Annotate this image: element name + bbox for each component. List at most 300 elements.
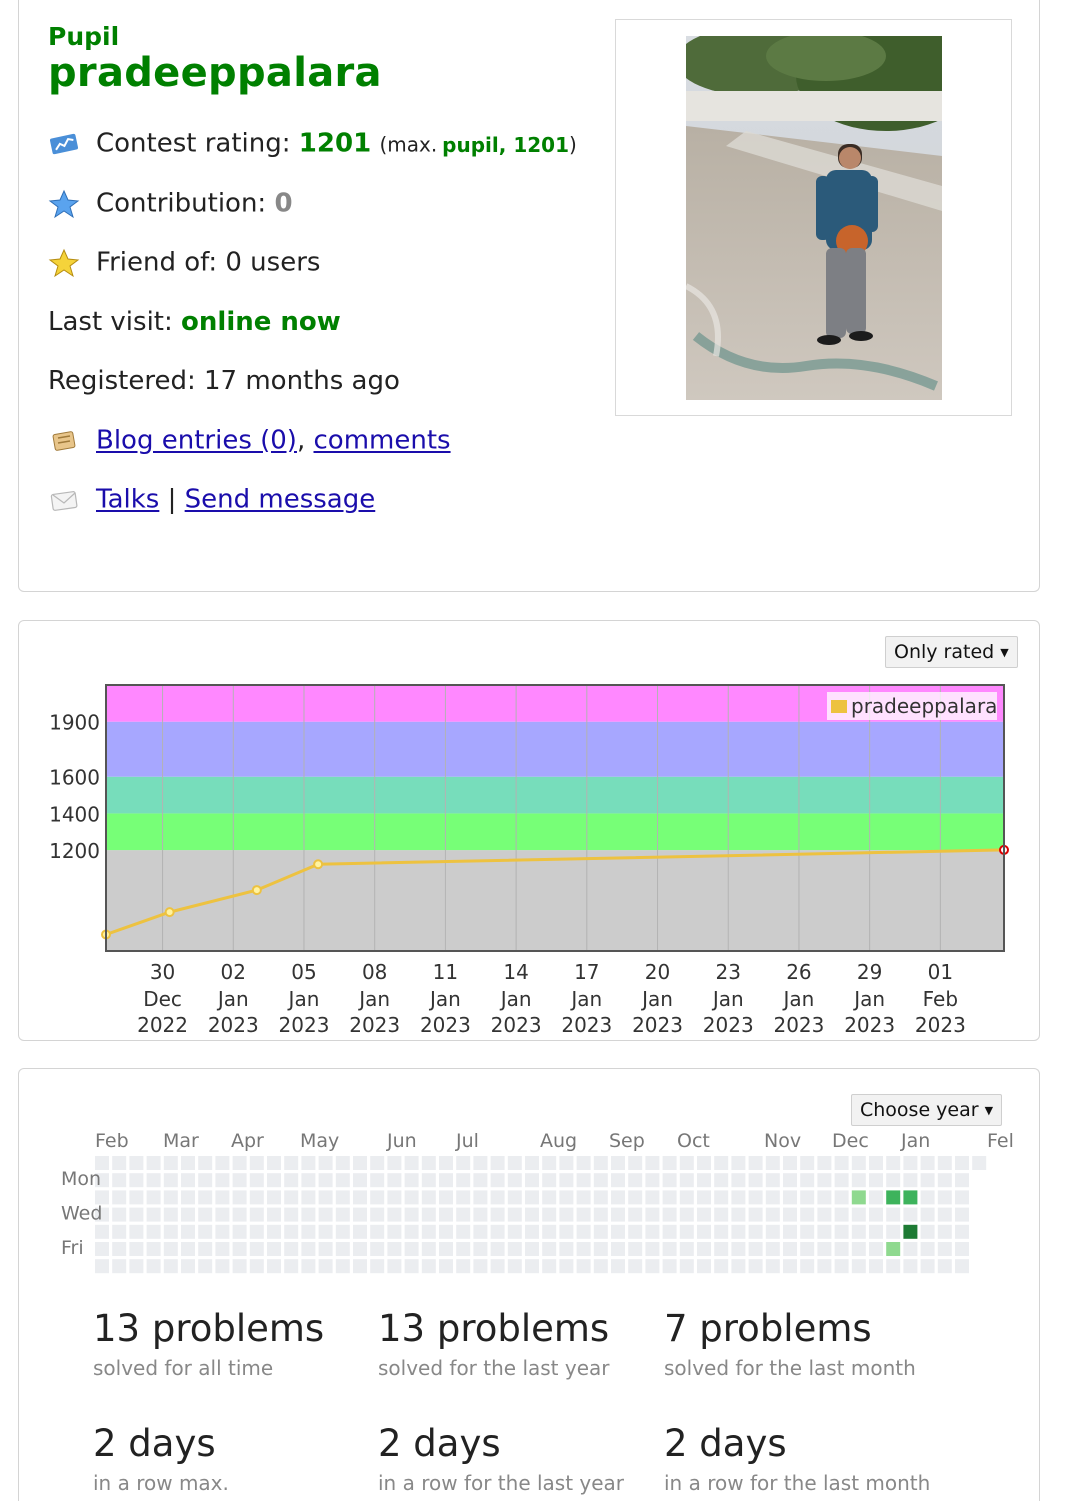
- activity-cell[interactable]: [267, 1190, 281, 1204]
- activity-cell[interactable]: [353, 1156, 367, 1170]
- activity-cell[interactable]: [525, 1190, 539, 1204]
- activity-cell[interactable]: [955, 1259, 969, 1273]
- activity-cell[interactable]: [697, 1156, 711, 1170]
- activity-cell[interactable]: [938, 1173, 952, 1187]
- activity-cell[interactable]: [731, 1259, 745, 1273]
- activity-cell[interactable]: [611, 1173, 625, 1187]
- activity-cell[interactable]: [611, 1242, 625, 1256]
- activity-cell[interactable]: [766, 1259, 780, 1273]
- activity-cell[interactable]: [903, 1156, 917, 1170]
- activity-cell[interactable]: [491, 1156, 505, 1170]
- activity-cell[interactable]: [284, 1225, 298, 1239]
- activity-cell[interactable]: [663, 1208, 677, 1222]
- activity-cell[interactable]: [456, 1259, 470, 1273]
- activity-cell[interactable]: [250, 1259, 264, 1273]
- activity-cell[interactable]: [284, 1259, 298, 1273]
- activity-cell[interactable]: [129, 1242, 143, 1256]
- activity-cell[interactable]: [817, 1259, 831, 1273]
- activity-cell[interactable]: [233, 1156, 247, 1170]
- activity-cell[interactable]: [284, 1190, 298, 1204]
- activity-cell[interactable]: [164, 1173, 178, 1187]
- activity-cell[interactable]: [301, 1190, 315, 1204]
- activity-cell[interactable]: [835, 1156, 849, 1170]
- activity-cell[interactable]: [938, 1156, 952, 1170]
- activity-cell[interactable]: [663, 1173, 677, 1187]
- activity-cell[interactable]: [835, 1225, 849, 1239]
- activity-cell[interactable]: [714, 1259, 728, 1273]
- activity-cell[interactable]: [817, 1225, 831, 1239]
- activity-cell[interactable]: [301, 1156, 315, 1170]
- activity-cell[interactable]: [147, 1225, 161, 1239]
- activity-cell[interactable]: [387, 1156, 401, 1170]
- activity-cell[interactable]: [319, 1190, 333, 1204]
- activity-cell[interactable]: [628, 1173, 642, 1187]
- activity-cell[interactable]: [800, 1242, 814, 1256]
- activity-cell[interactable]: [663, 1242, 677, 1256]
- activity-cell[interactable]: [439, 1225, 453, 1239]
- activity-cell[interactable]: [714, 1208, 728, 1222]
- activity-cell[interactable]: [129, 1208, 143, 1222]
- activity-cell[interactable]: [508, 1225, 522, 1239]
- activity-cell[interactable]: [542, 1208, 556, 1222]
- activity-cell[interactable]: [921, 1190, 935, 1204]
- activity-cell[interactable]: [508, 1259, 522, 1273]
- activity-cell[interactable]: [852, 1208, 866, 1222]
- activity-cell[interactable]: [955, 1173, 969, 1187]
- activity-cell[interactable]: [267, 1173, 281, 1187]
- activity-cell[interactable]: [783, 1225, 797, 1239]
- activity-cell[interactable]: [147, 1242, 161, 1256]
- activity-cell[interactable]: [387, 1190, 401, 1204]
- activity-cell[interactable]: [731, 1173, 745, 1187]
- activity-cell[interactable]: [663, 1259, 677, 1273]
- activity-cell[interactable]: [473, 1242, 487, 1256]
- activity-cell[interactable]: [336, 1242, 350, 1256]
- activity-cell[interactable]: [215, 1173, 229, 1187]
- activity-cell[interactable]: [680, 1208, 694, 1222]
- activity-cell[interactable]: [215, 1242, 229, 1256]
- activity-cell[interactable]: [456, 1208, 470, 1222]
- activity-cell[interactable]: [233, 1242, 247, 1256]
- activity-cell[interactable]: [473, 1208, 487, 1222]
- activity-cell[interactable]: [663, 1225, 677, 1239]
- activity-cell[interactable]: [473, 1156, 487, 1170]
- activity-cell[interactable]: [783, 1173, 797, 1187]
- activity-cell[interactable]: [835, 1259, 849, 1273]
- activity-cell[interactable]: [525, 1242, 539, 1256]
- activity-cell[interactable]: [628, 1190, 642, 1204]
- activity-cell[interactable]: [903, 1242, 917, 1256]
- activity-cell[interactable]: [680, 1259, 694, 1273]
- activity-cell[interactable]: [559, 1208, 573, 1222]
- activity-cell[interactable]: [181, 1242, 195, 1256]
- activity-cell[interactable]: [577, 1225, 591, 1239]
- activity-cell[interactable]: [422, 1208, 436, 1222]
- activity-cell[interactable]: [525, 1208, 539, 1222]
- activity-cell[interactable]: [800, 1190, 814, 1204]
- activity-cell[interactable]: [181, 1190, 195, 1204]
- activity-cell[interactable]: [439, 1208, 453, 1222]
- activity-cell[interactable]: [456, 1242, 470, 1256]
- activity-cell[interactable]: [112, 1225, 126, 1239]
- activity-cell[interactable]: [697, 1259, 711, 1273]
- activity-cell[interactable]: [680, 1190, 694, 1204]
- activity-cell[interactable]: [215, 1190, 229, 1204]
- activity-cell-active[interactable]: [886, 1242, 900, 1256]
- activity-cell[interactable]: [697, 1242, 711, 1256]
- activity-cell[interactable]: [456, 1156, 470, 1170]
- activity-cell[interactable]: [611, 1208, 625, 1222]
- activity-cell[interactable]: [370, 1208, 384, 1222]
- activity-cell[interactable]: [749, 1190, 763, 1204]
- activity-cell[interactable]: [886, 1156, 900, 1170]
- activity-cell[interactable]: [112, 1156, 126, 1170]
- activity-cell[interactable]: [766, 1156, 780, 1170]
- activity-cell[interactable]: [319, 1225, 333, 1239]
- activity-cell[interactable]: [147, 1259, 161, 1273]
- activity-cell[interactable]: [783, 1259, 797, 1273]
- activity-cell[interactable]: [594, 1173, 608, 1187]
- activity-cell[interactable]: [491, 1225, 505, 1239]
- activity-cell[interactable]: [508, 1173, 522, 1187]
- activity-cell[interactable]: [611, 1225, 625, 1239]
- activity-cell[interactable]: [267, 1156, 281, 1170]
- activity-cell[interactable]: [542, 1242, 556, 1256]
- activity-cell[interactable]: [955, 1225, 969, 1239]
- activity-cell[interactable]: [233, 1173, 247, 1187]
- activity-cell[interactable]: [387, 1208, 401, 1222]
- activity-cell[interactable]: [645, 1190, 659, 1204]
- activity-cell[interactable]: [645, 1173, 659, 1187]
- activity-cell[interactable]: [353, 1225, 367, 1239]
- activity-cell[interactable]: [611, 1259, 625, 1273]
- activity-cell[interactable]: [353, 1190, 367, 1204]
- activity-cell[interactable]: [95, 1225, 109, 1239]
- activity-cell[interactable]: [181, 1208, 195, 1222]
- activity-cell[interactable]: [972, 1156, 986, 1170]
- activity-cell[interactable]: [284, 1173, 298, 1187]
- activity-cell[interactable]: [405, 1225, 419, 1239]
- activity-cell[interactable]: [336, 1173, 350, 1187]
- activity-cell[interactable]: [577, 1190, 591, 1204]
- activity-cell[interactable]: [250, 1242, 264, 1256]
- activity-cell[interactable]: [869, 1259, 883, 1273]
- activity-cell[interactable]: [250, 1225, 264, 1239]
- activity-cell[interactable]: [301, 1242, 315, 1256]
- activity-cell[interactable]: [525, 1259, 539, 1273]
- activity-cell[interactable]: [577, 1173, 591, 1187]
- activity-cell[interactable]: [783, 1156, 797, 1170]
- activity-cell[interactable]: [714, 1173, 728, 1187]
- activity-cell[interactable]: [422, 1173, 436, 1187]
- activity-cell[interactable]: [869, 1208, 883, 1222]
- activity-cell[interactable]: [473, 1190, 487, 1204]
- activity-cell[interactable]: [267, 1242, 281, 1256]
- activity-cell[interactable]: [181, 1173, 195, 1187]
- activity-cell[interactable]: [370, 1173, 384, 1187]
- activity-cell[interactable]: [559, 1190, 573, 1204]
- activity-cell[interactable]: [319, 1259, 333, 1273]
- activity-cell[interactable]: [129, 1156, 143, 1170]
- activity-cell[interactable]: [869, 1242, 883, 1256]
- activity-cell[interactable]: [129, 1173, 143, 1187]
- activity-cell[interactable]: [112, 1208, 126, 1222]
- send-message-link[interactable]: Send message: [184, 484, 376, 515]
- activity-cell[interactable]: [370, 1190, 384, 1204]
- activity-cell[interactable]: [508, 1242, 522, 1256]
- activity-cell[interactable]: [233, 1208, 247, 1222]
- activity-cell[interactable]: [491, 1208, 505, 1222]
- activity-cell[interactable]: [645, 1156, 659, 1170]
- activity-cell[interactable]: [319, 1156, 333, 1170]
- activity-cell[interactable]: [112, 1259, 126, 1273]
- activity-cell[interactable]: [336, 1225, 350, 1239]
- activity-cell[interactable]: [353, 1242, 367, 1256]
- activity-cell[interactable]: [903, 1208, 917, 1222]
- activity-cell[interactable]: [852, 1173, 866, 1187]
- activity-cell[interactable]: [491, 1242, 505, 1256]
- activity-cell[interactable]: [800, 1173, 814, 1187]
- user-handle[interactable]: pradeeppalara: [48, 50, 382, 96]
- activity-cell[interactable]: [714, 1156, 728, 1170]
- activity-cell[interactable]: [577, 1208, 591, 1222]
- activity-cell[interactable]: [938, 1208, 952, 1222]
- activity-cell[interactable]: [835, 1208, 849, 1222]
- activity-cell[interactable]: [886, 1208, 900, 1222]
- activity-cell[interactable]: [817, 1190, 831, 1204]
- activity-cell[interactable]: [766, 1208, 780, 1222]
- activity-cell[interactable]: [439, 1190, 453, 1204]
- rating-point[interactable]: [314, 860, 322, 868]
- activity-cell[interactable]: [835, 1242, 849, 1256]
- activity-cell[interactable]: [267, 1225, 281, 1239]
- activity-cell[interactable]: [387, 1173, 401, 1187]
- activity-cell[interactable]: [938, 1242, 952, 1256]
- activity-cell-active[interactable]: [852, 1190, 866, 1204]
- activity-cell[interactable]: [731, 1156, 745, 1170]
- activity-cell[interactable]: [508, 1156, 522, 1170]
- activity-cell[interactable]: [577, 1259, 591, 1273]
- activity-cell[interactable]: [749, 1259, 763, 1273]
- activity-cell[interactable]: [215, 1225, 229, 1239]
- activity-cell[interactable]: [164, 1208, 178, 1222]
- blog-entries-link[interactable]: Blog entries (0): [96, 425, 297, 456]
- activity-cell[interactable]: [955, 1208, 969, 1222]
- activity-cell[interactable]: [181, 1225, 195, 1239]
- activity-cell[interactable]: [783, 1242, 797, 1256]
- activity-cell[interactable]: [422, 1225, 436, 1239]
- activity-cell[interactable]: [405, 1259, 419, 1273]
- activity-cell[interactable]: [129, 1225, 143, 1239]
- activity-cell[interactable]: [663, 1190, 677, 1204]
- activity-cell[interactable]: [886, 1259, 900, 1273]
- activity-cell[interactable]: [559, 1225, 573, 1239]
- activity-cell[interactable]: [387, 1259, 401, 1273]
- activity-cell[interactable]: [559, 1173, 573, 1187]
- activity-cell[interactable]: [645, 1242, 659, 1256]
- activity-cell[interactable]: [508, 1208, 522, 1222]
- activity-cell[interactable]: [198, 1173, 212, 1187]
- activity-cell[interactable]: [903, 1173, 917, 1187]
- activity-cell[interactable]: [817, 1173, 831, 1187]
- activity-cell[interactable]: [301, 1208, 315, 1222]
- activity-cell[interactable]: [955, 1156, 969, 1170]
- activity-cell[interactable]: [577, 1156, 591, 1170]
- activity-cell[interactable]: [817, 1156, 831, 1170]
- activity-cell[interactable]: [559, 1156, 573, 1170]
- activity-cell[interactable]: [628, 1156, 642, 1170]
- activity-cell[interactable]: [749, 1208, 763, 1222]
- activity-cell[interactable]: [594, 1190, 608, 1204]
- activity-cell[interactable]: [921, 1259, 935, 1273]
- activity-cell[interactable]: [215, 1208, 229, 1222]
- activity-cell[interactable]: [405, 1156, 419, 1170]
- activity-cell[interactable]: [697, 1225, 711, 1239]
- activity-cell[interactable]: [198, 1225, 212, 1239]
- activity-cell[interactable]: [405, 1173, 419, 1187]
- activity-cell[interactable]: [542, 1259, 556, 1273]
- activity-cell[interactable]: [749, 1173, 763, 1187]
- activity-cell[interactable]: [198, 1190, 212, 1204]
- activity-cell[interactable]: [542, 1190, 556, 1204]
- activity-cell[interactable]: [439, 1173, 453, 1187]
- activity-cell[interactable]: [233, 1225, 247, 1239]
- activity-cell[interactable]: [370, 1156, 384, 1170]
- activity-cell[interactable]: [129, 1259, 143, 1273]
- activity-cell[interactable]: [628, 1242, 642, 1256]
- activity-cell[interactable]: [422, 1156, 436, 1170]
- activity-cell[interactable]: [680, 1173, 694, 1187]
- activity-cell[interactable]: [921, 1242, 935, 1256]
- activity-cell-active[interactable]: [903, 1190, 917, 1204]
- activity-cell[interactable]: [869, 1173, 883, 1187]
- activity-cell[interactable]: [817, 1208, 831, 1222]
- activity-cell[interactable]: [164, 1190, 178, 1204]
- activity-cell[interactable]: [198, 1156, 212, 1170]
- activity-cell[interactable]: [336, 1190, 350, 1204]
- activity-cell[interactable]: [835, 1173, 849, 1187]
- activity-cell[interactable]: [198, 1259, 212, 1273]
- activity-cell[interactable]: [731, 1190, 745, 1204]
- activity-cell[interactable]: [301, 1225, 315, 1239]
- activity-cell[interactable]: [112, 1190, 126, 1204]
- activity-cell[interactable]: [817, 1242, 831, 1256]
- activity-cell[interactable]: [594, 1242, 608, 1256]
- activity-cell[interactable]: [147, 1208, 161, 1222]
- activity-cell[interactable]: [267, 1208, 281, 1222]
- activity-cell[interactable]: [645, 1208, 659, 1222]
- activity-cell[interactable]: [147, 1173, 161, 1187]
- activity-cell[interactable]: [129, 1190, 143, 1204]
- activity-cell[interactable]: [491, 1190, 505, 1204]
- avatar[interactable]: [686, 36, 942, 400]
- talks-link[interactable]: Talks: [96, 484, 160, 515]
- activity-cell[interactable]: [938, 1225, 952, 1239]
- activity-cell[interactable]: [697, 1190, 711, 1204]
- activity-cell[interactable]: [559, 1242, 573, 1256]
- activity-cell-active[interactable]: [903, 1225, 917, 1239]
- activity-cell[interactable]: [95, 1242, 109, 1256]
- activity-cell[interactable]: [869, 1190, 883, 1204]
- activity-cell[interactable]: [284, 1242, 298, 1256]
- activity-cell[interactable]: [921, 1208, 935, 1222]
- activity-cell[interactable]: [628, 1208, 642, 1222]
- activity-cell[interactable]: [594, 1225, 608, 1239]
- activity-cell[interactable]: [112, 1242, 126, 1256]
- activity-cell[interactable]: [473, 1173, 487, 1187]
- activity-cell[interactable]: [439, 1259, 453, 1273]
- activity-cell[interactable]: [731, 1208, 745, 1222]
- activity-cell[interactable]: [645, 1225, 659, 1239]
- activity-cell-active[interactable]: [886, 1190, 900, 1204]
- activity-cell[interactable]: [319, 1173, 333, 1187]
- activity-cell[interactable]: [628, 1259, 642, 1273]
- activity-cell[interactable]: [215, 1156, 229, 1170]
- activity-cell[interactable]: [594, 1156, 608, 1170]
- activity-cell[interactable]: [749, 1242, 763, 1256]
- activity-cell[interactable]: [284, 1156, 298, 1170]
- activity-cell[interactable]: [387, 1225, 401, 1239]
- activity-cell[interactable]: [611, 1190, 625, 1204]
- activity-cell[interactable]: [319, 1242, 333, 1256]
- activity-cell[interactable]: [731, 1225, 745, 1239]
- activity-cell[interactable]: [422, 1259, 436, 1273]
- activity-cell[interactable]: [542, 1225, 556, 1239]
- activity-cell[interactable]: [491, 1173, 505, 1187]
- activity-cell[interactable]: [456, 1225, 470, 1239]
- activity-cell[interactable]: [525, 1156, 539, 1170]
- activity-cell[interactable]: [749, 1225, 763, 1239]
- activity-cell[interactable]: [680, 1242, 694, 1256]
- activity-cell[interactable]: [422, 1242, 436, 1256]
- activity-cell[interactable]: [955, 1190, 969, 1204]
- activity-cell[interactable]: [852, 1225, 866, 1239]
- activity-cell[interactable]: [405, 1208, 419, 1222]
- activity-cell[interactable]: [112, 1173, 126, 1187]
- activity-cell[interactable]: [319, 1208, 333, 1222]
- activity-cell[interactable]: [835, 1190, 849, 1204]
- activity-cell[interactable]: [336, 1208, 350, 1222]
- activity-cell[interactable]: [800, 1208, 814, 1222]
- activity-cell[interactable]: [869, 1156, 883, 1170]
- activity-cell[interactable]: [405, 1242, 419, 1256]
- activity-cell[interactable]: [697, 1208, 711, 1222]
- activity-cell[interactable]: [215, 1259, 229, 1273]
- activity-cell[interactable]: [353, 1173, 367, 1187]
- activity-cell[interactable]: [542, 1156, 556, 1170]
- activity-cell[interactable]: [456, 1190, 470, 1204]
- activity-cell[interactable]: [921, 1156, 935, 1170]
- activity-cell[interactable]: [577, 1242, 591, 1256]
- activity-cell[interactable]: [508, 1190, 522, 1204]
- activity-cell[interactable]: [147, 1156, 161, 1170]
- activity-cell[interactable]: [611, 1156, 625, 1170]
- activity-cell[interactable]: [559, 1259, 573, 1273]
- activity-cell[interactable]: [852, 1259, 866, 1273]
- activity-cell[interactable]: [336, 1259, 350, 1273]
- activity-cell[interactable]: [198, 1208, 212, 1222]
- activity-cell[interactable]: [95, 1259, 109, 1273]
- activity-cell[interactable]: [250, 1208, 264, 1222]
- activity-cell[interactable]: [439, 1156, 453, 1170]
- activity-cell[interactable]: [955, 1242, 969, 1256]
- activity-cell[interactable]: [921, 1173, 935, 1187]
- activity-cell[interactable]: [680, 1225, 694, 1239]
- activity-cell[interactable]: [714, 1225, 728, 1239]
- activity-cell[interactable]: [869, 1225, 883, 1239]
- rating-point[interactable]: [253, 886, 261, 894]
- activity-cell[interactable]: [353, 1259, 367, 1273]
